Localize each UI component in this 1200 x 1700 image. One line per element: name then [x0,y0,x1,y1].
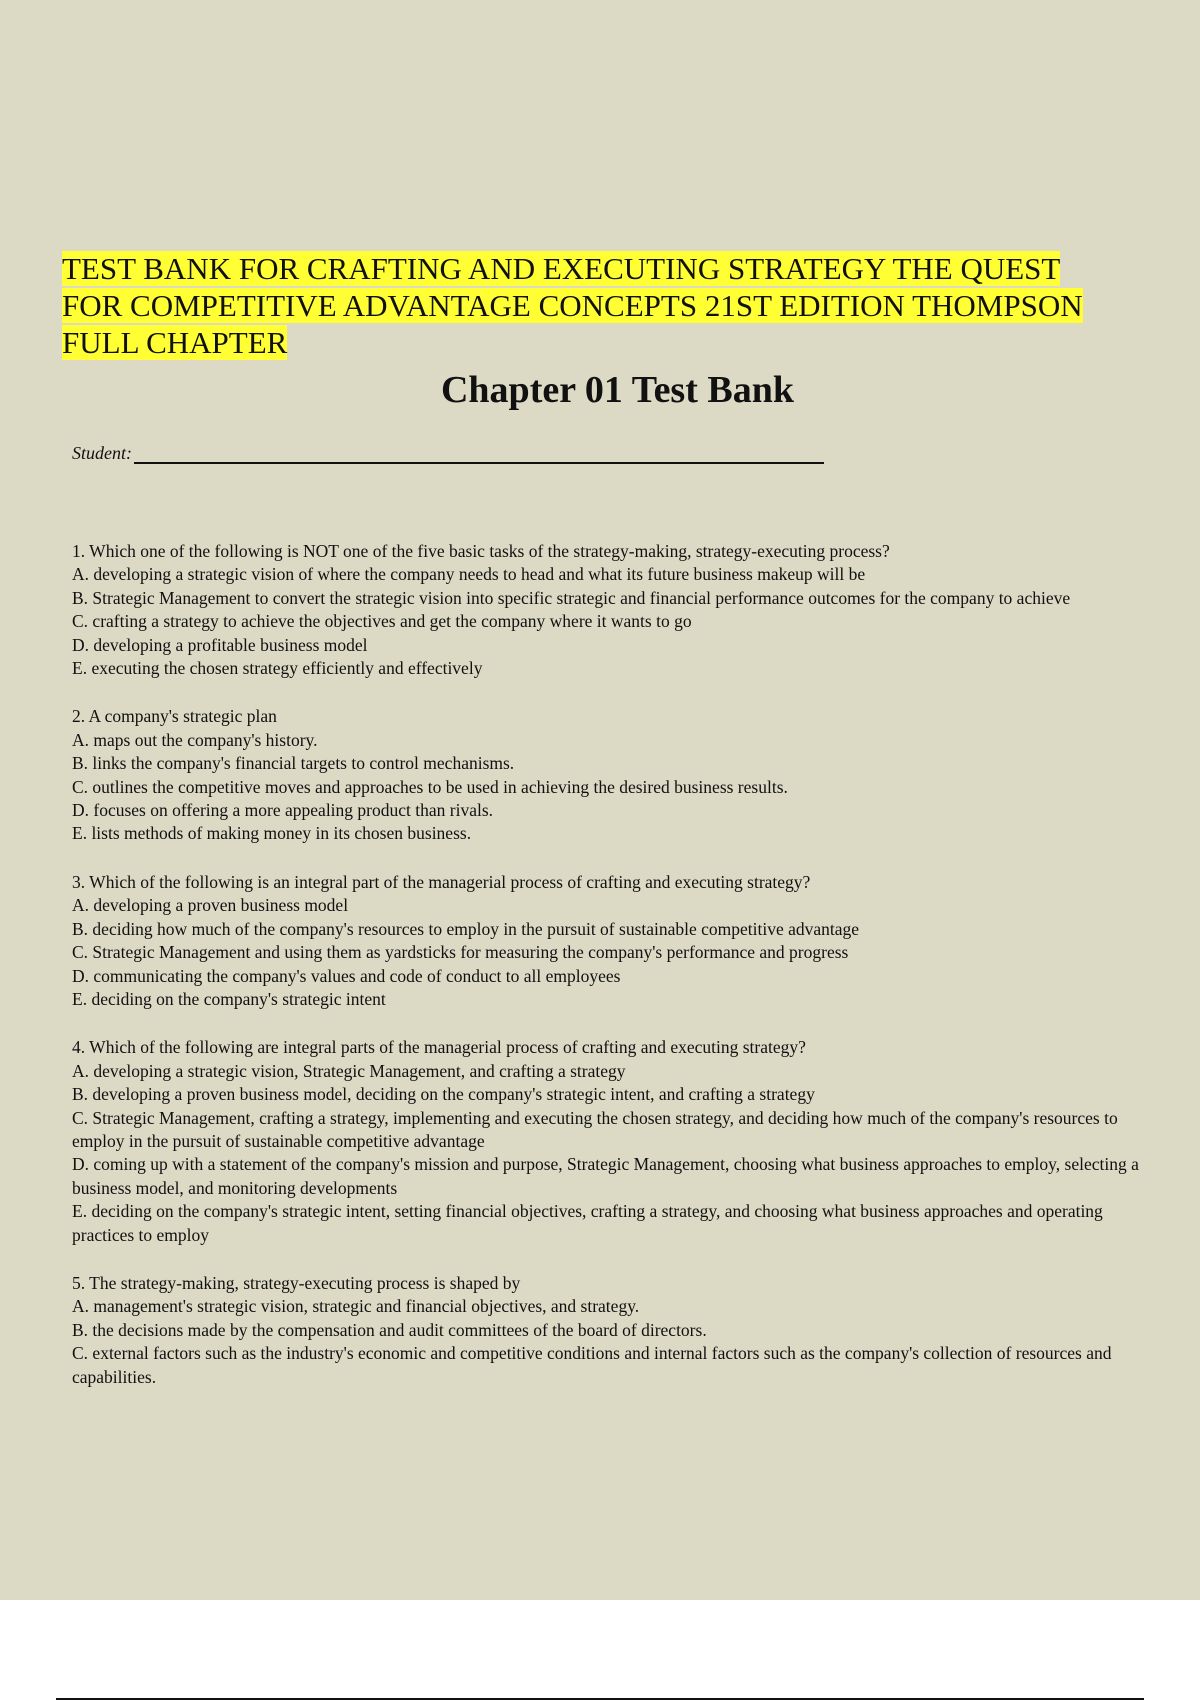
document-title-line-3: FULL CHAPTER [62,325,288,360]
student-label: Student: [72,443,132,463]
student-field [72,440,824,464]
question-2 [72,705,1162,845]
question-stem: 2. A company's strategic plan [72,706,277,727]
answer-option-e: E. deciding on the company's strategic intent [72,988,386,1009]
student-name-line [134,440,824,464]
answer-option-b: B. deciding how much of the company's resources to employ in the pursuit of sustainable competitive advantage [72,918,860,939]
answer-option-e: E. executing the chosen strategy efficiently and effectively [72,658,483,679]
answer-option-c: C. crafting a strategy to achieve the objectives and get the company where it wants to go [72,611,692,632]
document-title-line-2: FOR COMPETITIVE ADVANTAGE CONCEPTS 21ST EDITION THOMPSON [62,288,1083,323]
answer-option-e: E. deciding on the company's strategic intent, setting financial objectives, crafting a strategy, and choosing what business approaches and operating practices to employ [72,1201,1103,1245]
question-3 [72,871,1162,1011]
answer-option-c: C. Strategic Management, crafting a strategy, implementing and executing the chosen strategy, and deciding how much of the company's resources to employ in the pursuit of sustainable competitive advantage [72,1107,1118,1151]
answer-option-d: D. focuses on offering a more appealing product than rivals. [72,800,494,821]
answer-option-a: A. management's strategic vision, strategic and financial objectives, and strategy. [72,1296,640,1317]
question-stem: 3. Which of the following is an integral part of the managerial process of crafting and executing strategy? [72,871,811,892]
answer-option-d: D. coming up with a statement of the company's mission and purpose, Strategic Management, choosing what business approaches to employ, selecting a business model, and monitoring developments [72,1154,1139,1198]
question-stem: 4. Which of the following are integral parts of the managerial process of crafting and executing strategy? [72,1037,806,1058]
question-stem: 1. Which one of the following is NOT one of the five basic tasks of the strategy-making, strategy-executing process? [72,541,890,561]
question-5 [72,1272,1162,1389]
answer-option-a: A. developing a strategic vision, Strategic Management, and crafting a strategy [72,1060,626,1081]
answer-option-b: B. Strategic Management to convert the strategic vision into specific strategic and financial performance outcomes for the company to achieve [72,587,1071,608]
chapter-title: Chapter 01 Test Bank [440,369,794,411]
question-list [72,540,1162,1414]
document-title [62,250,1142,361]
answer-option-a: A. maps out the company's history. [72,729,318,750]
answer-option-a: A. developing a strategic vision of where the company needs to head and what its future business makeup will be [72,564,866,585]
answer-option-e: E. lists methods of making money in its chosen business. [72,823,472,844]
answer-option-d: D. developing a profitable business model [72,634,368,655]
document-title-line-1: TEST BANK FOR CRAFTING AND EXECUTING STRATEGY THE QUEST [62,251,1061,286]
answer-option-b: B. links the company's financial targets to control mechanisms. [72,753,515,774]
answer-option-c: C. outlines the competitive moves and approaches to be used in achieving the desired business results. [72,776,788,797]
answer-option-d: D. communicating the company's values and code of conduct to all employees [72,965,621,986]
answer-option-c: C. external factors such as the industry's economic and competitive conditions and internal factors such as the company's collection of resources and capabilities. [72,1343,1112,1387]
answer-option-b: B. developing a proven business model, deciding on the company's strategic intent, and crafting a strategy [72,1084,815,1105]
question-1 [72,540,1162,680]
answer-option-a: A. developing a proven business model [72,895,349,916]
question-4 [72,1036,1162,1247]
answer-option-c: C. Strategic Management and using them as yardsticks for measuring the company's performance and progress [72,942,849,963]
answer-option-b: B. the decisions made by the compensation and audit committees of the board of directors. [72,1319,707,1340]
question-stem: 5. The strategy-making, strategy-executing process is shaped by [72,1272,521,1293]
